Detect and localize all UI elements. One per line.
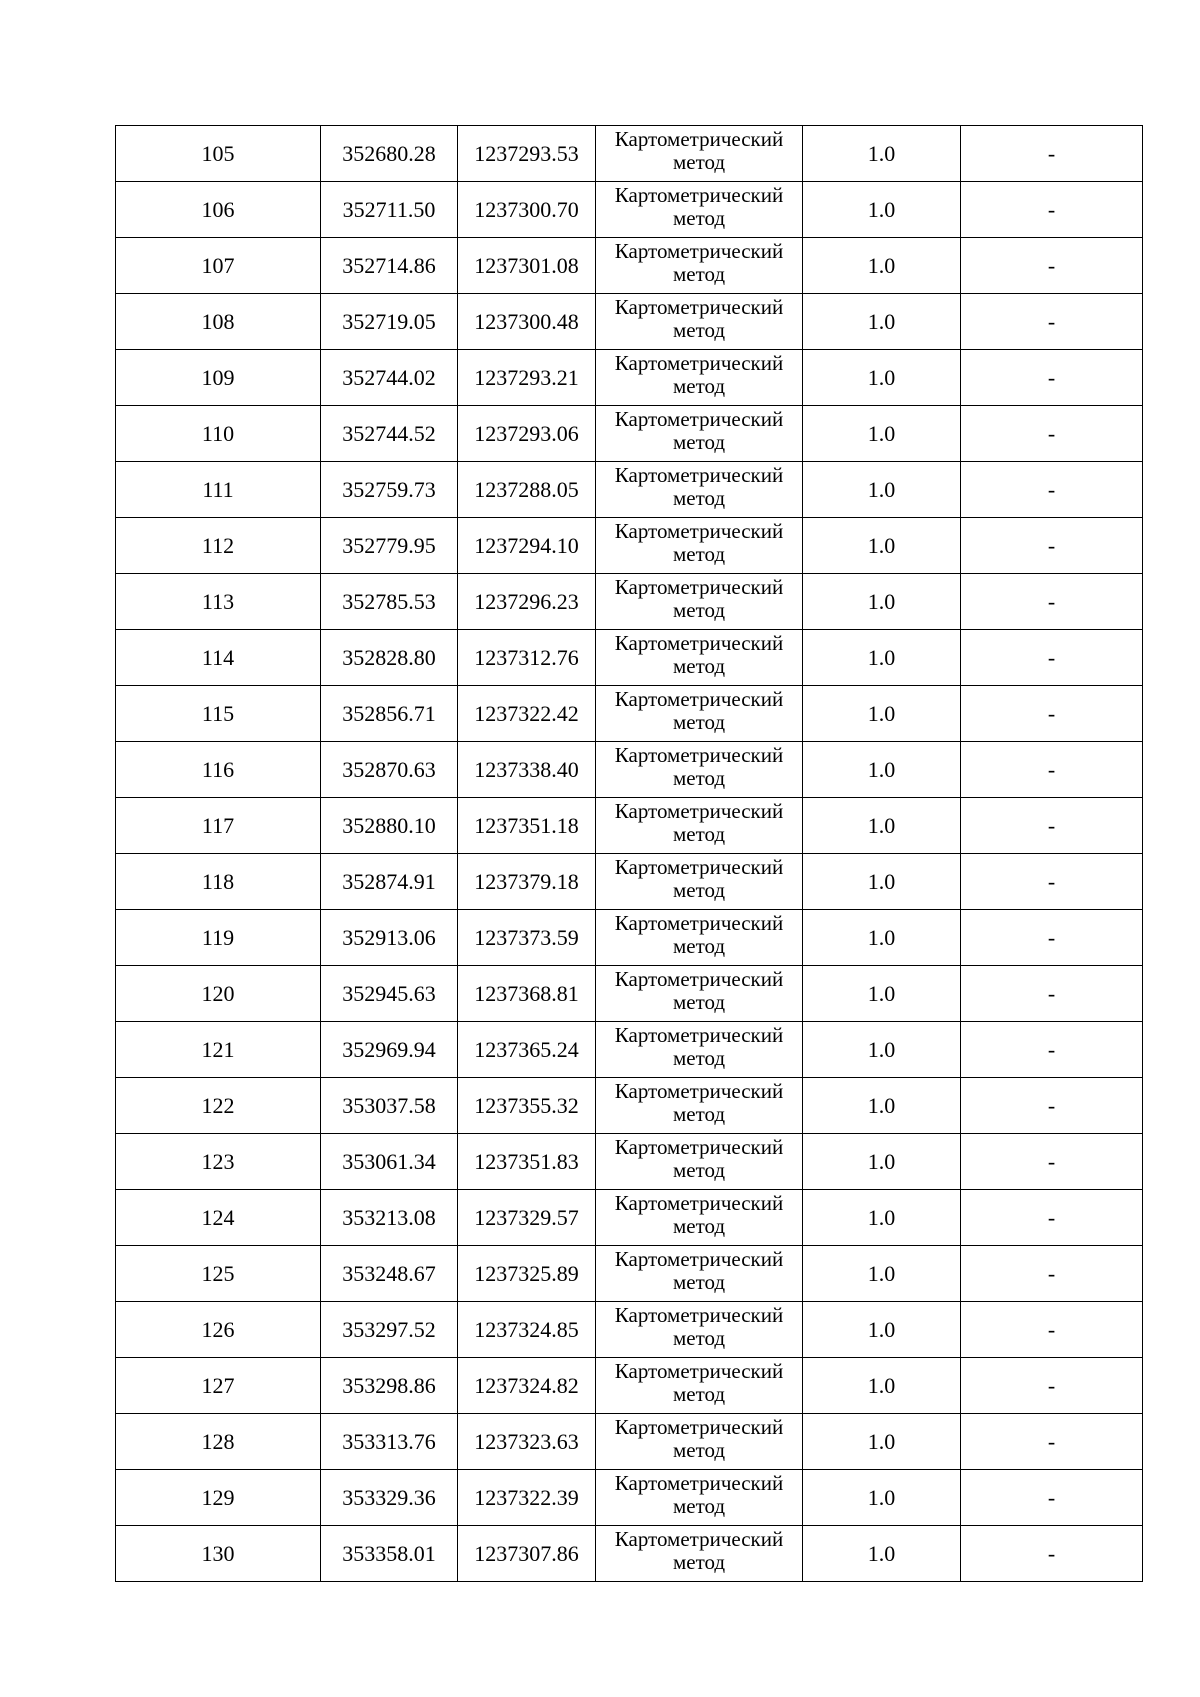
table-row [116,686,1143,742]
point-number-cell: 116 [116,742,321,798]
accuracy-cell: 1.0 [803,1526,961,1582]
point-number-cell: 109 [116,350,321,406]
note-cell: - [961,518,1143,574]
method-cell [596,1414,803,1470]
x-coordinate-cell: 352913.06 [321,910,458,966]
accuracy-cell: 1.0 [803,910,961,966]
x-coordinate-cell: 353213.08 [321,1190,458,1246]
note-cell: - [961,462,1143,518]
method-text: метод [672,1382,726,1406]
y-coordinate-cell: 1237351.18 [458,798,596,854]
y-coordinate-cell: 1237338.40 [458,742,596,798]
x-coordinate-cell: 352744.52 [321,406,458,462]
note-cell: - [961,1414,1143,1470]
accuracy-cell: 1.0 [803,1134,961,1190]
accuracy-cell: 1.0 [803,406,961,462]
method-text: метод [672,206,726,230]
method-text: Картометрический [614,1079,784,1103]
accuracy-cell: 1.0 [803,350,961,406]
y-coordinate-cell: 1237324.82 [458,1358,596,1414]
table-row [116,462,1143,518]
point-number-cell: 128 [116,1414,321,1470]
accuracy-cell: 1.0 [803,1302,961,1358]
point-number-cell: 118 [116,854,321,910]
point-number-cell: 119 [116,910,321,966]
x-coordinate-cell: 352680.28 [321,126,458,182]
method-text: метод [672,1326,726,1350]
method-text: метод [672,150,726,174]
method-text: метод [672,1438,726,1462]
point-number-cell: 123 [116,1134,321,1190]
x-coordinate-cell: 352874.91 [321,854,458,910]
accuracy-cell: 1.0 [803,518,961,574]
note-cell: - [961,1190,1143,1246]
y-coordinate-cell: 1237373.59 [458,910,596,966]
y-coordinate-cell: 1237288.05 [458,462,596,518]
accuracy-cell: 1.0 [803,238,961,294]
y-coordinate-cell: 1237300.48 [458,294,596,350]
y-coordinate-cell: 1237329.57 [458,1190,596,1246]
point-number-cell: 124 [116,1190,321,1246]
note-cell: - [961,126,1143,182]
table-row [116,406,1143,462]
accuracy-cell: 1.0 [803,1358,961,1414]
table-row [116,238,1143,294]
method-cell [596,238,803,294]
note-cell: - [961,574,1143,630]
x-coordinate-cell: 353298.86 [321,1358,458,1414]
method-cell [596,798,803,854]
y-coordinate-cell: 1237294.10 [458,518,596,574]
accuracy-cell: 1.0 [803,630,961,686]
point-number-cell: 112 [116,518,321,574]
method-text: метод [672,1158,726,1182]
accuracy-cell: 1.0 [803,1190,961,1246]
method-text: метод [672,430,726,454]
note-cell: - [961,1470,1143,1526]
method-text: метод [672,878,726,902]
table-row [116,1190,1143,1246]
note-cell: - [961,966,1143,1022]
method-text: Картометрический [614,519,784,543]
method-cell [596,1302,803,1358]
method-text: метод [672,262,726,286]
note-cell: - [961,1022,1143,1078]
x-coordinate-cell: 353037.58 [321,1078,458,1134]
method-text: Картометрический [614,631,784,655]
y-coordinate-cell: 1237307.86 [458,1526,596,1582]
method-text: Картометрический [614,1527,784,1551]
table-row [116,966,1143,1022]
method-text: метод [672,1550,726,1574]
x-coordinate-cell: 352969.94 [321,1022,458,1078]
y-coordinate-cell: 1237296.23 [458,574,596,630]
coordinates-table-body [116,126,1143,1582]
method-text: метод [672,1214,726,1238]
method-text: Картометрический [614,1415,784,1439]
x-coordinate-cell: 352719.05 [321,294,458,350]
method-text: Картометрический [614,183,784,207]
method-text: Картометрический [614,1191,784,1215]
method-text: метод [672,318,726,342]
method-cell [596,406,803,462]
method-text: метод [672,766,726,790]
x-coordinate-cell: 352711.50 [321,182,458,238]
method-cell [596,462,803,518]
method-text: Картометрический [614,127,784,151]
method-cell [596,966,803,1022]
point-number-cell: 122 [116,1078,321,1134]
method-text: Картометрический [614,687,784,711]
note-cell: - [961,1246,1143,1302]
accuracy-cell: 1.0 [803,686,961,742]
method-cell [596,350,803,406]
method-cell [596,686,803,742]
method-cell [596,574,803,630]
accuracy-cell: 1.0 [803,1414,961,1470]
method-cell [596,1022,803,1078]
table-row [116,126,1143,182]
method-text: Картометрический [614,463,784,487]
method-text: метод [672,1046,726,1070]
y-coordinate-cell: 1237379.18 [458,854,596,910]
method-text: Картометрический [614,743,784,767]
method-text: метод [672,990,726,1014]
y-coordinate-cell: 1237368.81 [458,966,596,1022]
note-cell: - [961,1526,1143,1582]
coordinates-table [115,125,1143,1582]
x-coordinate-cell: 352714.86 [321,238,458,294]
x-coordinate-cell: 353313.76 [321,1414,458,1470]
note-cell: - [961,798,1143,854]
point-number-cell: 127 [116,1358,321,1414]
y-coordinate-cell: 1237293.21 [458,350,596,406]
y-coordinate-cell: 1237322.42 [458,686,596,742]
method-text: метод [672,486,726,510]
note-cell: - [961,406,1143,462]
method-text: метод [672,374,726,398]
point-number-cell: 115 [116,686,321,742]
table-row [116,182,1143,238]
method-cell [596,126,803,182]
method-cell [596,294,803,350]
method-text: метод [672,598,726,622]
point-number-cell: 117 [116,798,321,854]
method-text: Картометрический [614,1135,784,1159]
table-row [116,742,1143,798]
table-row [116,518,1143,574]
point-number-cell: 120 [116,966,321,1022]
accuracy-cell: 1.0 [803,1022,961,1078]
x-coordinate-cell: 353061.34 [321,1134,458,1190]
method-cell [596,1246,803,1302]
x-coordinate-cell: 352759.73 [321,462,458,518]
method-text: Картометрический [614,1247,784,1271]
accuracy-cell: 1.0 [803,294,961,350]
method-cell [596,1134,803,1190]
x-coordinate-cell: 352828.80 [321,630,458,686]
x-coordinate-cell: 353329.36 [321,1470,458,1526]
accuracy-cell: 1.0 [803,966,961,1022]
point-number-cell: 130 [116,1526,321,1582]
accuracy-cell: 1.0 [803,1078,961,1134]
method-cell [596,742,803,798]
note-cell: - [961,294,1143,350]
y-coordinate-cell: 1237365.24 [458,1022,596,1078]
y-coordinate-cell: 1237325.89 [458,1246,596,1302]
table-row [116,854,1143,910]
point-number-cell: 108 [116,294,321,350]
note-cell: - [961,1134,1143,1190]
x-coordinate-cell: 352880.10 [321,798,458,854]
table-row [116,630,1143,686]
point-number-cell: 111 [116,462,321,518]
note-cell: - [961,1302,1143,1358]
note-cell: - [961,182,1143,238]
method-text: Картометрический [614,575,784,599]
x-coordinate-cell: 352744.02 [321,350,458,406]
y-coordinate-cell: 1237301.08 [458,238,596,294]
y-coordinate-cell: 1237300.70 [458,182,596,238]
method-cell [596,518,803,574]
y-coordinate-cell: 1237351.83 [458,1134,596,1190]
method-text: Картометрический [614,855,784,879]
y-coordinate-cell: 1237322.39 [458,1470,596,1526]
method-cell [596,1470,803,1526]
method-cell [596,1078,803,1134]
method-text: Картометрический [614,351,784,375]
x-coordinate-cell: 352856.71 [321,686,458,742]
method-text: Картометрический [614,1471,784,1495]
method-cell [596,1358,803,1414]
method-cell [596,1190,803,1246]
x-coordinate-cell: 353358.01 [321,1526,458,1582]
method-text: метод [672,822,726,846]
method-cell [596,1526,803,1582]
table-row [116,1022,1143,1078]
note-cell: - [961,742,1143,798]
method-text: Картометрический [614,911,784,935]
method-cell [596,854,803,910]
point-number-cell: 129 [116,1470,321,1526]
method-text: Картометрический [614,967,784,991]
x-coordinate-cell: 352779.95 [321,518,458,574]
x-coordinate-cell: 352945.63 [321,966,458,1022]
method-text: метод [672,934,726,958]
table-row [116,1414,1143,1470]
x-coordinate-cell: 352870.63 [321,742,458,798]
table-row [116,1302,1143,1358]
method-text: метод [672,1102,726,1126]
method-text: метод [672,710,726,734]
point-number-cell: 125 [116,1246,321,1302]
method-text: Картометрический [614,407,784,431]
y-coordinate-cell: 1237324.85 [458,1302,596,1358]
method-cell [596,910,803,966]
point-number-cell: 126 [116,1302,321,1358]
point-number-cell: 114 [116,630,321,686]
method-text: Картометрический [614,1023,784,1047]
table-row [116,1358,1143,1414]
point-number-cell: 105 [116,126,321,182]
method-cell [596,182,803,238]
y-coordinate-cell: 1237323.63 [458,1414,596,1470]
note-cell: - [961,350,1143,406]
method-text: Картометрический [614,295,784,319]
note-cell: - [961,1078,1143,1134]
accuracy-cell: 1.0 [803,854,961,910]
accuracy-cell: 1.0 [803,1246,961,1302]
y-coordinate-cell: 1237293.53 [458,126,596,182]
table-row [116,350,1143,406]
table-row [116,1078,1143,1134]
point-number-cell: 113 [116,574,321,630]
accuracy-cell: 1.0 [803,1470,961,1526]
accuracy-cell: 1.0 [803,182,961,238]
note-cell: - [961,686,1143,742]
point-number-cell: 110 [116,406,321,462]
method-text: Картометрический [614,1303,784,1327]
table-row [116,1246,1143,1302]
point-number-cell: 106 [116,182,321,238]
y-coordinate-cell: 1237312.76 [458,630,596,686]
y-coordinate-cell: 1237293.06 [458,406,596,462]
method-text: метод [672,542,726,566]
method-text: метод [672,1494,726,1518]
accuracy-cell: 1.0 [803,126,961,182]
table-row [116,1526,1143,1582]
note-cell: - [961,238,1143,294]
table-row [116,1470,1143,1526]
method-text: Картометрический [614,799,784,823]
x-coordinate-cell: 353297.52 [321,1302,458,1358]
note-cell: - [961,1358,1143,1414]
table-row [116,1134,1143,1190]
method-text: метод [672,654,726,678]
point-number-cell: 107 [116,238,321,294]
y-coordinate-cell: 1237355.32 [458,1078,596,1134]
accuracy-cell: 1.0 [803,742,961,798]
note-cell: - [961,854,1143,910]
table-row [116,910,1143,966]
x-coordinate-cell: 353248.67 [321,1246,458,1302]
table-row [116,574,1143,630]
note-cell: - [961,910,1143,966]
method-text: Картометрический [614,239,784,263]
accuracy-cell: 1.0 [803,462,961,518]
method-text: Картометрический [614,1359,784,1383]
table-row [116,294,1143,350]
method-text: метод [672,1270,726,1294]
accuracy-cell: 1.0 [803,574,961,630]
x-coordinate-cell: 352785.53 [321,574,458,630]
point-number-cell: 121 [116,1022,321,1078]
accuracy-cell: 1.0 [803,798,961,854]
method-cell [596,630,803,686]
note-cell: - [961,630,1143,686]
table-row [116,798,1143,854]
